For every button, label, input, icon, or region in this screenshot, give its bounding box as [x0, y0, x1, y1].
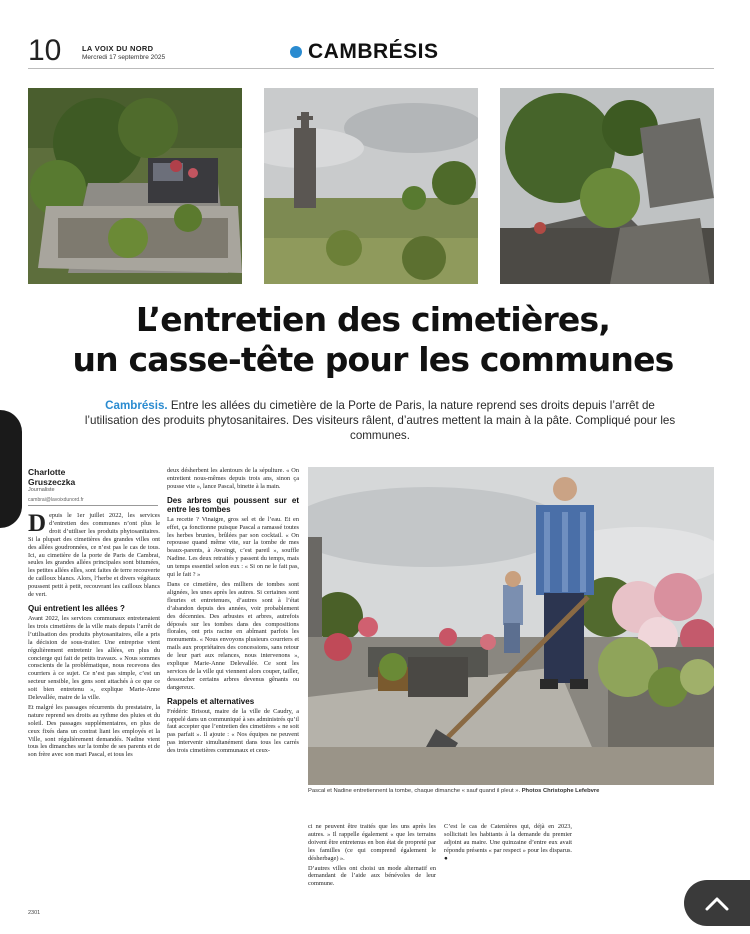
paragraph: C’est le cas de Catenières qui, déjà en 2023, sollicitait les habitants à la demande du premier adjoint au maire. Une quinzaine d’entre eux avait répondu présents « par respect » pour les disparus. ● [444, 823, 572, 862]
photo-credit: Photos Christophe Lefebvre [521, 788, 600, 794]
paragraph: La recette ? Vinaigre, gros sel et de l’eau. Et en effet, ça fonctionne puisque Pascal a ramassé toutes les herbes brunies, brûlées par son cocktail. « On repousse quand même vite, sur la tombe de mes beaux-parents, à Awoingt, c’est pareil », souffle Nadine. Les deux retraités y passent du temps, mais un temps essentiel selon eux : « Si on ne le fait pas, qui le fait ? » [167, 515, 299, 579]
section-name: CAMBRÉSIS [308, 40, 439, 63]
section-label [290, 40, 439, 64]
headline-line-1: L’entretien des cimetières, [135, 300, 611, 339]
photo-damaged-tombs [500, 88, 714, 284]
photo-pascal-nadine [308, 467, 714, 785]
author-email[interactable]: cambrai@lavoixdunord.fr [28, 497, 84, 503]
paragraph: deux désherbent les alentours de la sépulture. « On entretient nous-mêmes depuis trois ans, sinon ça pousse vite », lance Pascal, binette à la main. [167, 467, 299, 490]
subhead-arbres: Des arbres qui poussent sur et entre les tombes [167, 495, 299, 514]
page-folio: 2301 [28, 910, 41, 916]
lede-text: Entre les allées du cimetière de la Porte de Paris, la nature reprend ses droits depuis l’arrêt de l’utilisation des produits phytosanitaires. Des visiteurs râlent, d’autres mettent la main à la pâte. Compliqué pour les communes. [84, 399, 676, 442]
article-column-2 [167, 467, 299, 757]
section-dot-icon [290, 46, 302, 58]
article-column-1 [28, 512, 160, 761]
headline-line-2: un casse-tête pour les communes [72, 340, 674, 379]
subhead-allees: Qui entretient les allées ? [28, 603, 125, 613]
paragraph: Dans ce cimetière, des milliers de tombes sont alignées, les unes après les autres. Si certaines sont fleuries et entretenues, d’autres sont à l’état d’abandon depuis des années, voir probablement des décennies. Des arbustes et arbres, autrefois déposés sur les tombes dans des compositions florales, ont pris racine en abîmant parfois les monuments. « Nous envoyons plusieurs courriers et mails aux propriétaires des concessions, sans retour de leur part aux relances, nous intervenons », explique Marie-Anne Delevallée. Ce sont les services de la ville qui viennent alors couper, tailler, dessoucher certains arbres devenus gênants ou dangereux. [167, 580, 299, 691]
author-byline [28, 467, 158, 503]
side-drawer-handle[interactable] [0, 410, 22, 528]
article-headline [28, 300, 718, 380]
publication-date: Mercredi 17 septembre 2025 [82, 54, 166, 61]
photo-overgrown-grave [28, 88, 242, 284]
author-name-first: Charlotte [28, 467, 66, 477]
paragraph: ci ne peuvent être traités que les uns après les autres. » Il rappelle également « que les terrains doivent être entretenus en bon état de propreté par les familles (ce qui comprend également le désherbage) ». [308, 823, 436, 862]
paragraph: Avant 2022, les services communaux entretenaient les trois cimetières de la ville mais depuis l’arrêt de l’utilisation des produits phytosanitaires, elle a pris la décision de sous-traiter. Une entreprise vient régulièrement entretenir les allées, en plus du concierge qui fait de petits travaux. « Nous sommes conscients de la problématique, nous recevons des courriers à ce sujet. Ce n’est pas simple, c’est un secteur sensible, les gens sont attachés à ce que ce soit bien entretenu », explique Marie-Anne Delevallée, maire de la ville. [28, 614, 160, 702]
masthead [82, 44, 165, 61]
scroll-up-button[interactable] [684, 880, 750, 926]
article-column-3 [308, 823, 436, 890]
photo-cemetery-monument [264, 88, 478, 284]
paragraph: D’autres villes ont choisi un mode alternatif en demandant de l’aide aux bénévoles de leur commune. [308, 864, 436, 888]
author-name-last: Gruszeczka [28, 477, 76, 487]
page-number: 10 [28, 34, 62, 67]
publication-name: LA VOIX DU NORD [82, 44, 154, 53]
photo-caption [308, 788, 714, 795]
paragraph: Depuis le 1er juillet 2022, les services d’entretien des communes n’ont plus le droit d’utiliser les produits phytosanitaires. Si la plupart des cimetières des grandes villes ont des allées goudronnées, ce n’est pas le cas de tous. Ici, au cimetière de la porte de Paris de Cambrai, seules les grandes allées principales sont bitumées, les petites allées elles, sont faites de terre recouverte de cailloux blancs. Alors, l’herbe et divers végétaux poussent petit à petit, recouvrant les cailloux blancs de vert. [28, 510, 160, 599]
paragraph: Frédéric Brisout, maire de la ville de Caudry, a rappelé dans un communiqué à ses administrés qu’il faut accepter que l’entretien des cimetières « ne soit pas parfait ». Il ajoute : « Nos équipes ne peuvent pas intervenir simultanément dans tous les carrés des trois cimetières communaux et ceux- [167, 707, 299, 755]
subhead-rappels: Rappels et alternatives [167, 696, 255, 706]
author-role: Journaliste [28, 487, 55, 493]
lede-kicker: Cambrésis. [105, 399, 168, 412]
author-rule [28, 505, 158, 506]
header-rule [28, 68, 714, 69]
chevron-up-icon [704, 894, 730, 912]
article-column-4 [444, 823, 572, 865]
paragraph: Et malgré les passages récurrents du prestataire, la nature reprend ses droits au rythme des pluies et du soleil. Des passages supplémentaires, en plus de ceux fixés dans un contrat liant les employés et la Ville, sont régulièrement demandés. Nadine vient tous les dimanches sur la tombe de ses parents et de son frère avec son mari Pascal, et tous les [28, 703, 160, 759]
caption-text: Pascal et Nadine entretiennent la tombe, chaque dimanche « sauf quand il pleut ». [308, 788, 521, 794]
dropcap: D [28, 510, 47, 537]
article-lede [80, 398, 680, 443]
